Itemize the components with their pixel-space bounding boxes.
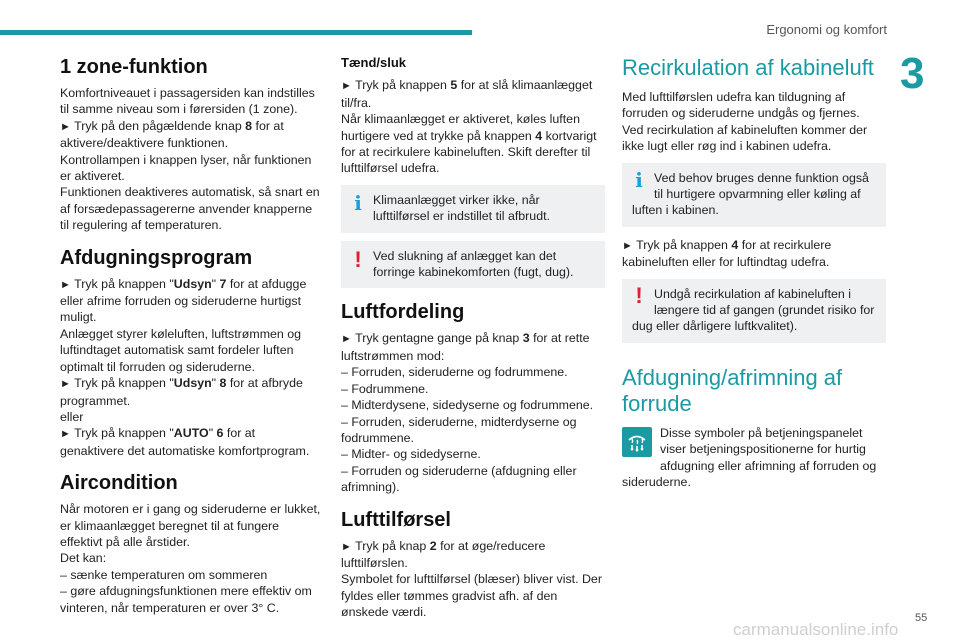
arrow-icon: ► [60, 428, 71, 441]
zone-step: ► Tryk på den pågældende knap 8 for at aktivere/deaktivere funktionen. [60, 118, 284, 151]
warning-note: ! Ved slukning af anlægget kan det forringe kabinekomforten (fugt, dug). [341, 241, 605, 289]
section-title-ac: Aircondition [60, 472, 178, 495]
section-title-defrost: Afdugning/afrimning af forrude [622, 364, 843, 416]
section-title-recirculation: Recirkulation af kabineluft [622, 55, 874, 80]
watermark-text: carmanualsonline.info [733, 620, 899, 639]
recirc-text-2: Ved recirkulation af kabineluften kommer der ikke lugt eller røg ind i kabinen udefra. [622, 122, 868, 154]
dist-list-item: – Forruden, sideruderne og fodrummene. [341, 365, 568, 380]
dist-list-item: – Fodrummene. [341, 381, 429, 396]
section-title-onoff: Tænd/sluk [341, 55, 407, 70]
zone-text-1: Komfortniveauet i passagersiden kan indstilles til samme niveau som i førersiden (1 zone). [60, 86, 315, 117]
warning-icon: ! [354, 246, 362, 272]
arrow-icon: ► [341, 80, 352, 93]
arrow-icon: ► [60, 278, 71, 291]
dist-step: ► Tryk gentagne gange på knap 3 for at rette luftstrømmen mod: [341, 331, 590, 363]
dist-list-item: – Midter- og sidedyserne. [341, 447, 481, 462]
column-3 [622, 55, 886, 491]
windscreen-defrost-icon [622, 427, 652, 457]
header-accent-bar [0, 30, 472, 35]
recirc-text-1: Med lufttilførslen udefra kan tildugning af forruden og sideruderne undgås og fjernes. [622, 90, 860, 121]
section-title-zone: 1 zone-funktion [60, 56, 208, 78]
onoff-text: Når klimaanlægget er aktiveret, køles luften hurtigere ved at trykke på knappen 4 kortvarigt for at recirkulere kabineluften. Skift derefter til lufttilførsel udefra. [341, 112, 597, 176]
arrow-icon: ► [60, 378, 71, 391]
ac-list-item: – gøre afdugningsfunktionen mere effektiv om vinteren, når temperaturen er over 3° C. [60, 584, 312, 615]
dist-list-item: – Forruden og sideruderne (afdugning eller afrimning). [341, 463, 577, 495]
zone-text-2: Kontrollampen i knappen lyser, når funktionen er aktiveret. [60, 152, 312, 184]
arrow-icon: ► [60, 120, 71, 133]
section-title-air-supply: Lufttilførsel [341, 508, 451, 531]
column-1 [60, 55, 322, 616]
chapter-number: 3 [900, 49, 925, 98]
ac-list-item: – sænke temperaturen om sommeren [60, 567, 268, 582]
zone-text-3: Funktionen deaktiveres automatisk, så snart en af forsædepassagererne anvender knapperne til regulering af temperaturen. [60, 185, 320, 233]
arrow-icon: ► [622, 239, 633, 252]
recirc-step: ► Tryk på knappen 4 for at recirkulere kabineluften eller for luftindtag udefra. [622, 237, 832, 270]
defog-text-1: Anlægget styrer køleluften, luftstrømmen og luftindtaget automatisk samt fordeler luften optimalt til forruden og sideruderne. [60, 326, 302, 374]
dist-list-item: – Forruden, sideruderne, midterdyserne og fodrummene. [341, 414, 577, 445]
section-title-distribution: Luftfordeling [341, 301, 465, 324]
onoff-step: ► Tryk på knappen 5 for at slå klimaanlægget til/fra. [341, 78, 593, 110]
defrost-description: Disse symboler på betjeningspanelet viser betjeningspositionerne for hurtig afdugning eller afrimning af forruden og sideruderne. [622, 425, 877, 490]
warning-note: ! Undgå recirkulation af kabineluften i længere tid af gangen (grundet risiko for dug eller dårligere luftkvalitet). [622, 279, 886, 343]
defog-step-1: ► Tryk på knappen "Udsyn" 7 for at afdugge eller afrime forruden og sideruderne hurtigst muligt. [60, 276, 307, 325]
supply-text: Symbolet for lufttilførsel (blæser) bliver vist. Der fyldes eller tømmes gradvist afh. af den ønskede værdi. [341, 572, 602, 620]
column-2 [341, 55, 605, 621]
info-icon: i [354, 190, 362, 215]
section-title-defog: Afdugningsprogram [60, 246, 253, 269]
defog-or: eller [60, 409, 84, 424]
defog-step-2: ► Tryk på knappen "Udsyn" 8 for at afbryde programmet. [60, 376, 303, 408]
page-header-title: Ergonomi og komfort [766, 22, 887, 37]
info-icon: i [635, 167, 643, 192]
supply-step: ► Tryk på knap 2 for at øge/reducere lufttilførslen. [341, 538, 546, 570]
info-note: i Klimaanlægget virker ikke, når lufttilførsel er indstillet til afbrudt. [341, 185, 605, 233]
warning-icon: ! [635, 282, 643, 308]
page-number: 55 [915, 612, 928, 624]
arrow-icon: ► [341, 540, 352, 553]
defog-step-3: ► Tryk på knappen "AUTO" 6 for at genaktivere det automatiske komfortprogram. [60, 426, 310, 458]
ac-text-1: Når motoren er i gang og sideruderne er lukket, er klimaanlægget beregnet til at fungere effektivt på alle årstider. [60, 502, 321, 549]
arrow-icon: ► [341, 333, 352, 346]
dist-list-item: – Midterdysene, sidedyserne og fodrummene. [341, 398, 594, 413]
info-note: i Ved behov bruges denne funktion også til hurtigere opvarmning eller køling af luften i kabinen. [622, 163, 886, 227]
ac-text-2: Det kan: [60, 551, 107, 566]
